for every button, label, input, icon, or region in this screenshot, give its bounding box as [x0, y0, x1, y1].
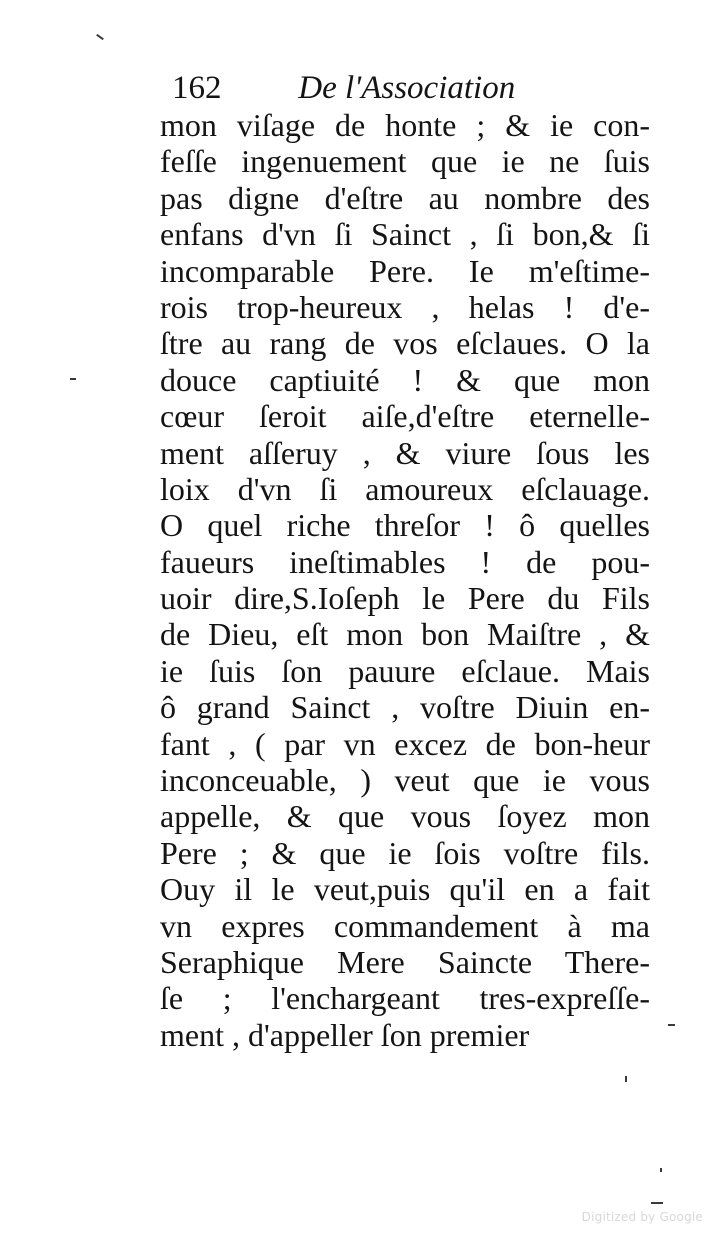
text-line: uoir dire,S.Ioſeph le Pere du Fils — [160, 580, 650, 617]
text-line: Pere ; & que ie ſois voſtre fils. — [160, 834, 650, 871]
text-line: enfans d'vn ſi Sainct , ſi bon,& ſi — [160, 216, 650, 253]
text-line: incomparable Pere. Ie m'eſtime- — [160, 252, 650, 289]
text-line: faueurs ineſtimables ! de pou- — [160, 543, 650, 580]
body-text — [160, 107, 650, 1053]
text-line: ſe ; l'enchargeant tres-expreſſe- — [160, 980, 650, 1017]
running-head — [172, 66, 592, 110]
text-line: ie ſuis ſon pauure eſclaue. Mais — [160, 652, 650, 689]
text-line: mon viſage de honte ; & ie con- — [160, 107, 650, 143]
scan-speck — [70, 378, 76, 380]
text-line: fant , ( par vn excez de bon-heur — [160, 725, 650, 762]
text-line: cœur ſeroit aiſe,d'eſtre eternelle- — [160, 398, 650, 435]
running-title: De l'Association — [298, 70, 516, 106]
text-line: feſſe ingenuement que ie ne ſuis — [160, 143, 650, 180]
scan-speck — [668, 1024, 675, 1026]
text-line: douce captiuité ! & que mon — [160, 361, 650, 398]
text-line: de Dieu, eſt mon bon Maiſtre , & — [160, 616, 650, 653]
text-line: pas digne d'eſtre au nombre des — [160, 179, 650, 216]
text-line: inconceuable, ) veut que ie vous — [160, 762, 650, 799]
scan-speck — [651, 1202, 663, 1204]
text-line: O quel riche threſor ! ô quelles — [160, 507, 650, 544]
text-line: ô grand Sainct , voſtre Diuin en- — [160, 689, 650, 726]
text-line: Seraphique Mere Saincte There- — [160, 943, 650, 980]
text-line: ment , d'appeller ſon premier — [160, 1016, 530, 1053]
watermark: Digitized by Google — [581, 1210, 703, 1224]
text-line: Ouy il le veut,puis qu'il en a fait — [160, 871, 650, 908]
text-line: vn expres commandement à ma — [160, 907, 650, 944]
scan-speck — [660, 1168, 662, 1172]
scan-speck — [625, 1076, 627, 1082]
text-line: rois trop-heureux , helas ! d'e- — [160, 288, 650, 325]
scan-speck — [96, 34, 104, 40]
text-line: appelle, & que vous ſoyez mon — [160, 798, 650, 835]
text-line: ment aſſeruy , & viure ſous les — [160, 434, 650, 471]
text-line: loix d'vn ſi amoureux eſclauage. — [160, 470, 650, 507]
text-line: ſtre au rang de vos eſclaues. O la — [160, 325, 650, 362]
page-number: 162 — [172, 70, 222, 106]
